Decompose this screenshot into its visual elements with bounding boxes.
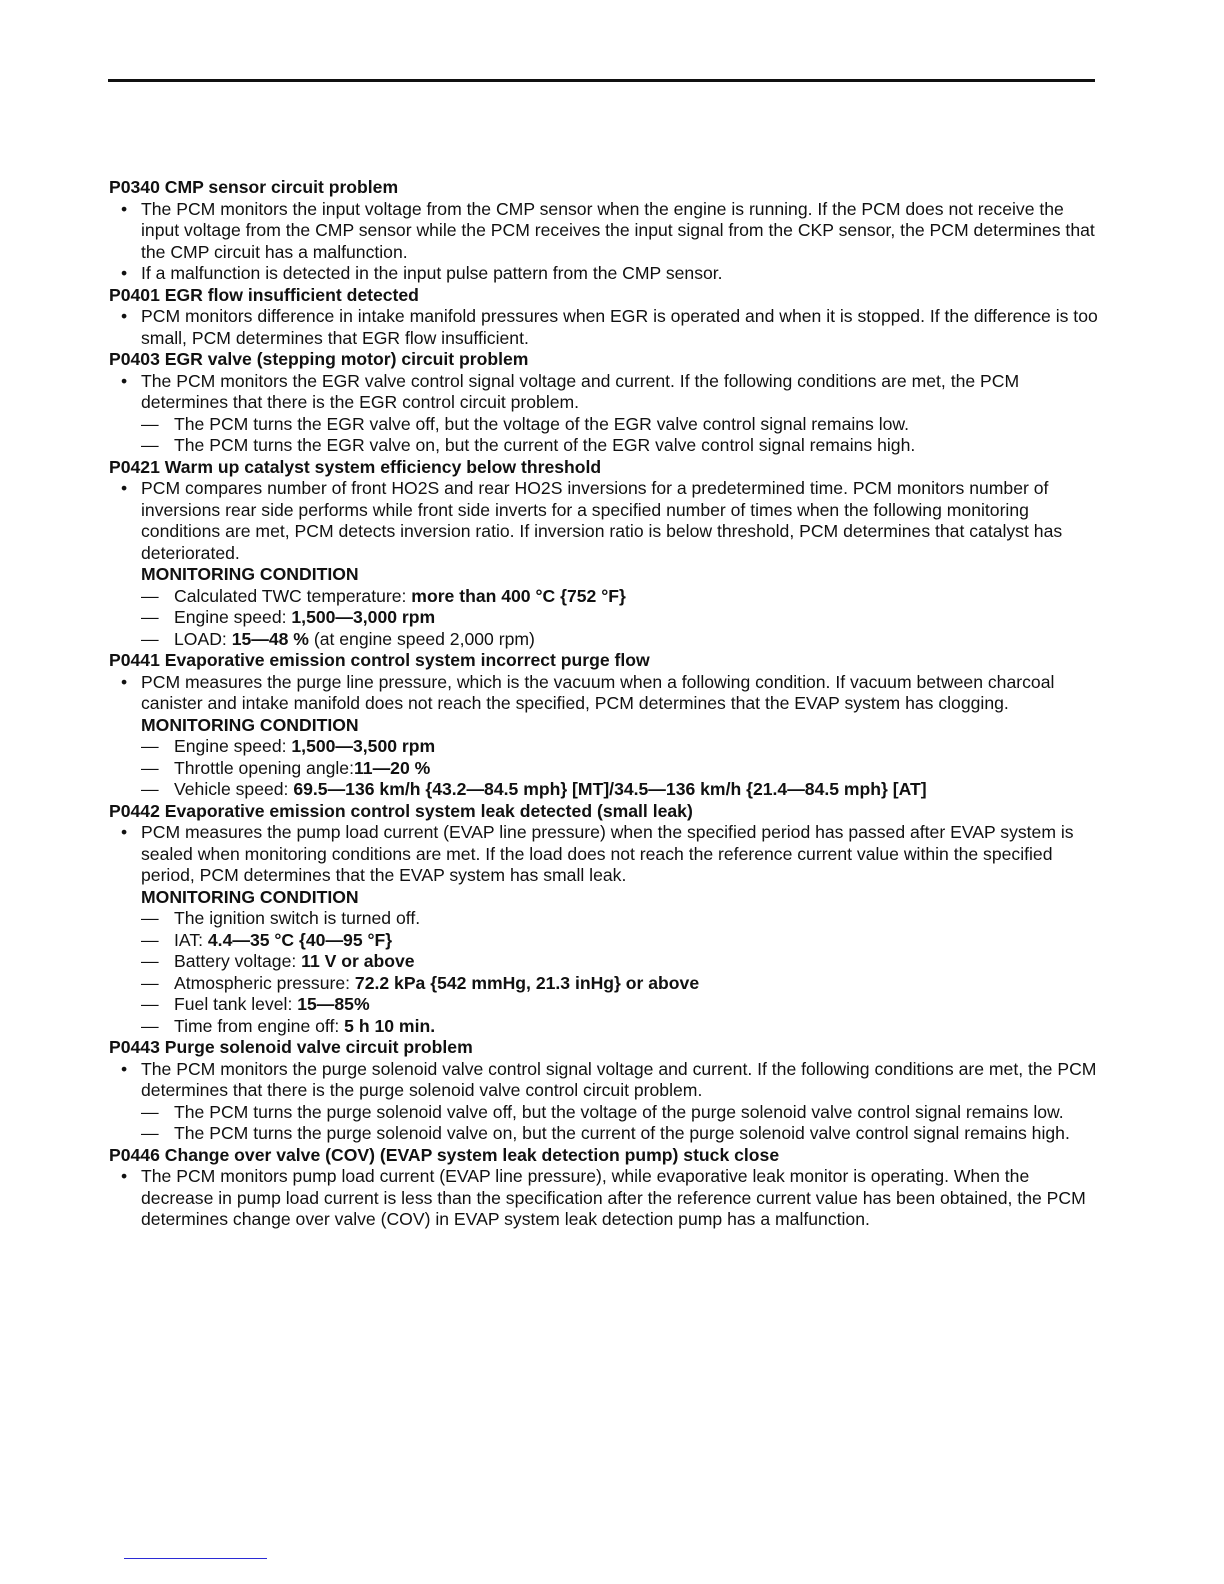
dtc-section-p0446 (109, 1145, 1099, 1231)
condition-label: Time from engine off: (174, 1015, 345, 1036)
condition-value: 5 h 10 min. (344, 1015, 436, 1036)
condition-value: 1,500—3,500 rpm (291, 736, 436, 756)
condition-label: IAT: (174, 929, 208, 950)
dash-icon: — (141, 628, 159, 649)
bullet-icon: • (121, 1058, 128, 1079)
bullet-item (109, 263, 1099, 285)
bullet-item (109, 1166, 1099, 1231)
condition-value: 4.4—35 °C {40—95 °F} (207, 929, 393, 950)
bullet-item (109, 1059, 1099, 1102)
dtc-section-p0442 (109, 801, 1099, 1038)
bullet-text: The PCM monitors the EGR valve control signal voltage and current. If the following conditions are met, the PCM determines that there is the EGR control circuit problem. (141, 370, 1020, 412)
bullet-item (109, 199, 1099, 264)
dash-icon: — (141, 929, 159, 950)
dtc-heading-p0421: P0421 Warm up catalyst system efficiency below threshold (109, 456, 602, 477)
bullet-icon: • (121, 478, 128, 498)
bullet-item (109, 306, 1099, 349)
dash-item (109, 414, 1099, 436)
dash-icon: — (141, 607, 159, 627)
dash-icon: — (141, 1101, 159, 1122)
dash-icon: — (141, 585, 159, 606)
bullet-icon: • (121, 1166, 128, 1186)
condition-label: Calculated TWC temperature: (174, 585, 412, 606)
condition-item (109, 1016, 1099, 1038)
condition-item (109, 908, 1099, 930)
dash-icon: — (141, 736, 159, 756)
condition-value: 11—20 % (353, 757, 431, 778)
dtc-heading-p0401: P0401 EGR flow insufficient detected (109, 284, 419, 305)
condition-label: Fuel tank level: (174, 994, 298, 1014)
bullet-icon: • (121, 370, 128, 391)
dtc-section-p0340 (109, 177, 1099, 285)
bullet-item (109, 371, 1099, 414)
condition-item (109, 779, 1099, 801)
monitoring-condition-title: MONITORING CONDITION (141, 564, 359, 584)
condition-value: more than 400 °C {752 °F} (411, 585, 626, 606)
bullet-text: PCM measures the pump load current (EVAP line pressure) when the specified period has passed after EVAP system is sealed when monitoring conditions are met. If the load does not reach the reference current value within the specified period, PCM determines that the EVAP system has small leak. (141, 822, 1074, 885)
document-body (109, 177, 1099, 1231)
bullet-text: PCM measures the purge line pressure, which is the vacuum when a following condition. If vacuum between charcoal canister and intake manifold does not reach the specified, PCM determines that the EVAP system has clogging. (141, 671, 1055, 713)
condition-value: 69.5—136 km/h {43.2—84.5 mph} [MT]/34.5—136 km/h {21.4—84.5 mph} [AT] (293, 779, 927, 799)
bullet-icon: • (121, 263, 128, 283)
dtc-heading-p0446: P0446 Change over valve (COV) (EVAP system leak detection pump) stuck close (109, 1144, 780, 1165)
condition-label: LOAD: (174, 628, 232, 649)
bullet-text: PCM monitors difference in intake manifold pressures when EGR is operated and when it is stopped. If the difference is too small, PCM determines that EGR flow insufficient. (141, 306, 1098, 348)
dash-icon: — (141, 972, 159, 993)
dtc-section-p0443 (109, 1037, 1099, 1145)
condition-item (109, 951, 1099, 973)
bullet-text: PCM compares number of front HO2S and rear HO2S inversions for a predetermined time. PCM monitors number of inversions rear side performs while front side inverts for a specified number of times when the following monitoring conditions are met, PCM detects inversion ratio. If inversion ratio is below threshold, PCM determines that catalyst has deteriorated. (141, 478, 1063, 563)
condition-value: 1,500—3,000 rpm (291, 607, 436, 627)
bullet-item (109, 822, 1099, 887)
bullet-icon: • (121, 822, 128, 842)
bullet-icon: • (121, 671, 128, 692)
condition-value: 11 V or above (301, 951, 415, 971)
condition-value: 72.2 kPa {542 mmHg, 21.3 inHg} or above (354, 972, 700, 993)
dash-icon: — (141, 1015, 159, 1036)
monitoring-condition-title: MONITORING CONDITION (141, 714, 359, 735)
dash-text: The PCM turns the EGR valve off, but the voltage of the EGR valve control signal remains low. (174, 413, 910, 434)
condition-label: Vehicle speed: (174, 779, 294, 799)
dtc-section-p0441 (109, 650, 1099, 801)
dtc-heading-p0340: P0340 CMP sensor circuit problem (109, 177, 399, 197)
header-rule (108, 79, 1095, 82)
condition-suffix: (at engine speed 2,000 rpm) (308, 628, 535, 649)
monitoring-condition-title: MONITORING CONDITION (141, 886, 359, 907)
dash-icon: — (141, 779, 159, 799)
condition-item (109, 930, 1099, 952)
dash-text: The PCM turns the purge solenoid valve on, but the current of the purge solenoid valve control signal remains high. (174, 1123, 1070, 1143)
bullet-icon: • (121, 198, 128, 219)
bullet-text: The PCM monitors the purge solenoid valve control signal voltage and current. If the following conditions are met, the PCM determines that there is the purge solenoid valve control circuit problem. (141, 1058, 1097, 1100)
dash-icon: — (141, 435, 159, 455)
dtc-heading-p0441: P0441 Evaporative emission control system incorrect purge flow (109, 650, 650, 670)
dash-icon: — (141, 908, 159, 928)
condition-label: Atmospheric pressure: (174, 972, 355, 993)
bullet-text: If a malfunction is detected in the input pulse pattern from the CMP sensor. (141, 263, 723, 283)
dash-item (109, 1102, 1099, 1124)
dash-icon: — (141, 951, 159, 971)
condition-item (109, 758, 1099, 780)
bullet-item (109, 672, 1099, 715)
condition-item (109, 629, 1099, 651)
bullet-icon: • (121, 306, 128, 326)
dtc-section-p0401 (109, 285, 1099, 350)
dash-item (109, 435, 1099, 457)
condition-item (109, 973, 1099, 995)
condition-item (109, 736, 1099, 758)
condition-label: Engine speed: (174, 736, 292, 756)
dtc-heading-p0442: P0442 Evaporative emission control system leak detected (small leak) (109, 800, 693, 821)
bullet-text: The PCM monitors pump load current (EVAP line pressure), while evaporative leak monitor is operating. When the decrease in pump load current is less than the specification after the reference current value has been obtained, the PCM determines change over valve (COV) in EVAP system leak detection pump has a malfunction. (141, 1166, 1086, 1229)
dash-icon: — (141, 994, 159, 1014)
footer-link-underline[interactable] (124, 1558, 267, 1559)
dash-text: The PCM turns the EGR valve on, but the current of the EGR valve control signal remains high. (174, 435, 916, 455)
condition-label: Battery voltage: (174, 951, 302, 971)
dtc-section-p0421 (109, 457, 1099, 651)
condition-item (109, 994, 1099, 1016)
dash-icon: — (141, 1123, 159, 1143)
dash-text: The PCM turns the purge solenoid valve off, but the voltage of the purge solenoid valve control signal remains low. (174, 1101, 1064, 1122)
condition-label: Engine speed: (174, 607, 292, 627)
dash-icon: — (141, 413, 159, 434)
condition-item (109, 586, 1099, 608)
condition-value: 15—85% (297, 994, 370, 1014)
bullet-item (109, 478, 1099, 564)
dtc-heading-p0403: P0403 EGR valve (stepping motor) circuit problem (109, 349, 529, 369)
condition-item (109, 607, 1099, 629)
bullet-text: The PCM monitors the input voltage from the CMP sensor when the engine is running. If the PCM does not receive the input voltage from the CMP sensor while the PCM receives the input signal from the CKP sensor, the PCM determines that the CMP circuit has a malfunction. (141, 198, 1095, 262)
condition-value: 15—48 % (231, 628, 309, 649)
dtc-section-p0403 (109, 349, 1099, 457)
dash-item (109, 1123, 1099, 1145)
dash-icon: — (141, 757, 159, 778)
condition-text: The ignition switch is turned off. (174, 908, 421, 928)
dtc-heading-p0443: P0443 Purge solenoid valve circuit problem (109, 1037, 473, 1057)
condition-label: Throttle opening angle: (174, 757, 354, 778)
